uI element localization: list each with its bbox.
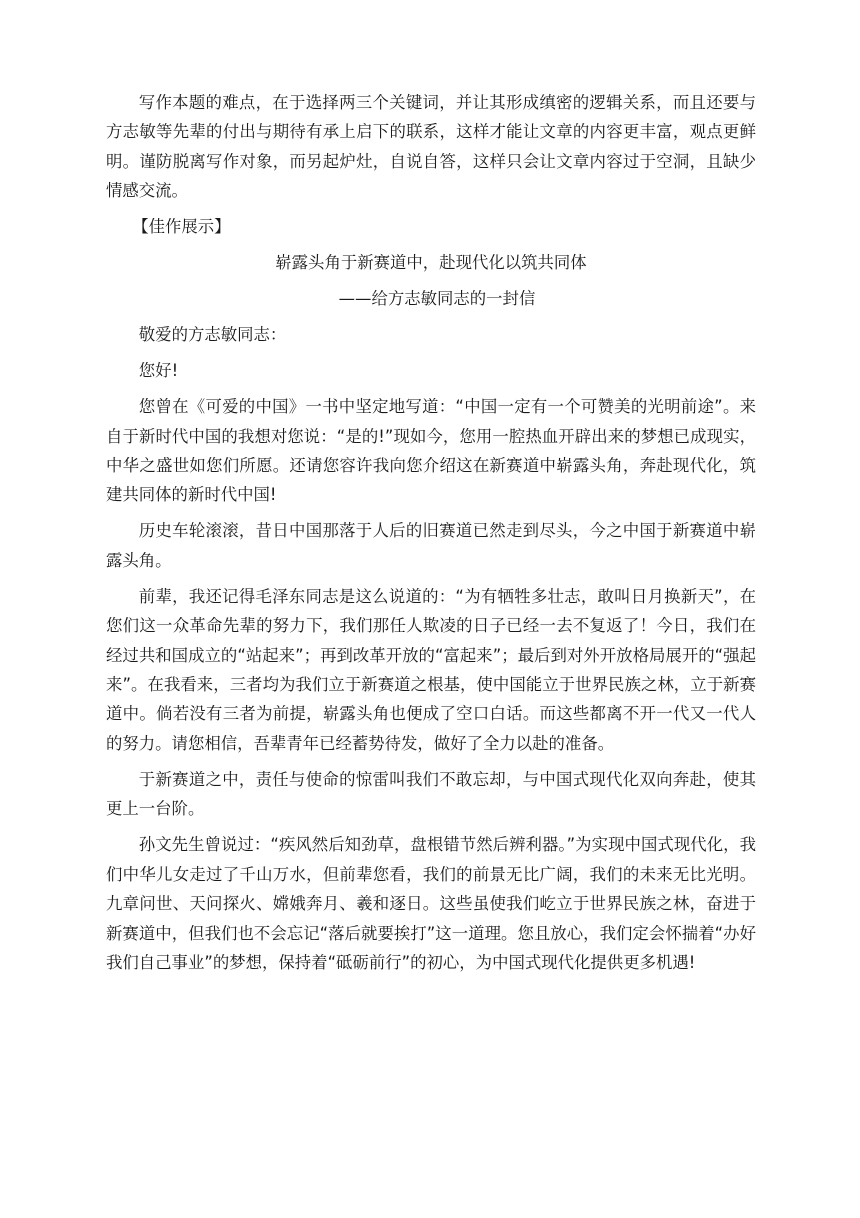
essay-paragraph: 前辈，我还记得毛泽东同志是这么说道的：“为有牺牲多壮志，敢叫日月换新天”，在您们这一众革命先辈的努力下，我们那任人欺凌的日子已经一去不复返了！今日，我们在经过共和国成立的“站起来”；再到改革开放的“富起来”；最后到对外开放格局展开的“强起来”。在我看来，三者均为我们立于新赛道之根基，使中国能立于世界民族之林，立于新赛道中。倘若没有三者为前提，崭露头角也便成了空口白话。而这些都离不开一代又一代人的努力。请您相信，吾辈青年已经蓄势待发，做好了全力以赴的准备。 [106,586,756,753]
essay-paragraph: 孙文先生曾说过：“疾风然后知劲草，盘根错节然后辨利器。”为实现中国式现代化，我们中华儿女走过了千山万水，但前辈您看，我们的前景无比广阔，我们的未来无比光明。九章问世、天问探火、嫦娥奔月、羲和逐日。这些虽使我们屹立于世界民族之林，奋进于新赛道中，但我们也不会忘记“落后就要挨打”这一道理。您且放心，我们定会怀揣着“办好我们自己事业”的梦想，保持着“砥砺前行”的初心，为中国式现代化提供更多机遇! [106,835,756,972]
essay-paragraph: 您曾在《可爱的中国》一书中坚定地写道：“中国一定有一个可赞美的光明前途”。来自于新时代中国的我想对您说：“是的!”现如今，您用一腔热血开辟出来的梦想已成现实，中华之盛世如您们所愿。还请您容许我向您介绍这在新赛道中崭露头角，奔赴现代化，筑建共同体的新时代中国! [106,397,756,505]
intro-paragraph: 写作本题的难点，在于选择两三个关键词，并让其形成缜密的逻辑关系，而且还要与方志敏等先辈的付出与期待有承上启下的联系，这样才能让文章的内容更丰富，观点更鲜明。谨防脱离写作对象，而另起炉灶，自说自答，这样只会让文章内容过于空洞，且缺少情感交流。 [106,93,756,201]
essay-title: 崭露头角于新赛道中，赴现代化以筑共同体 [275,253,587,273]
document-page [106,88,756,977]
essay-paragraph: 历史车轮滚滚，昔日中国那落于人后的旧赛道已然走到尽头，今之中国于新赛道中崭露头角。 [106,521,756,570]
section-heading: 【佳作展示】 [132,217,231,237]
letter-salutation: 敬爱的方志敏同志： [138,325,287,345]
essay-subtitle: ——给方志敏同志的一封信 [338,289,536,309]
essay-paragraph: 于新赛道之中，责任与使命的惊雷叫我们不敢忘却，与中国式现代化双向奔赴，使其更上一台阶。 [106,769,756,819]
letter-greeting: 您好! [138,361,179,381]
